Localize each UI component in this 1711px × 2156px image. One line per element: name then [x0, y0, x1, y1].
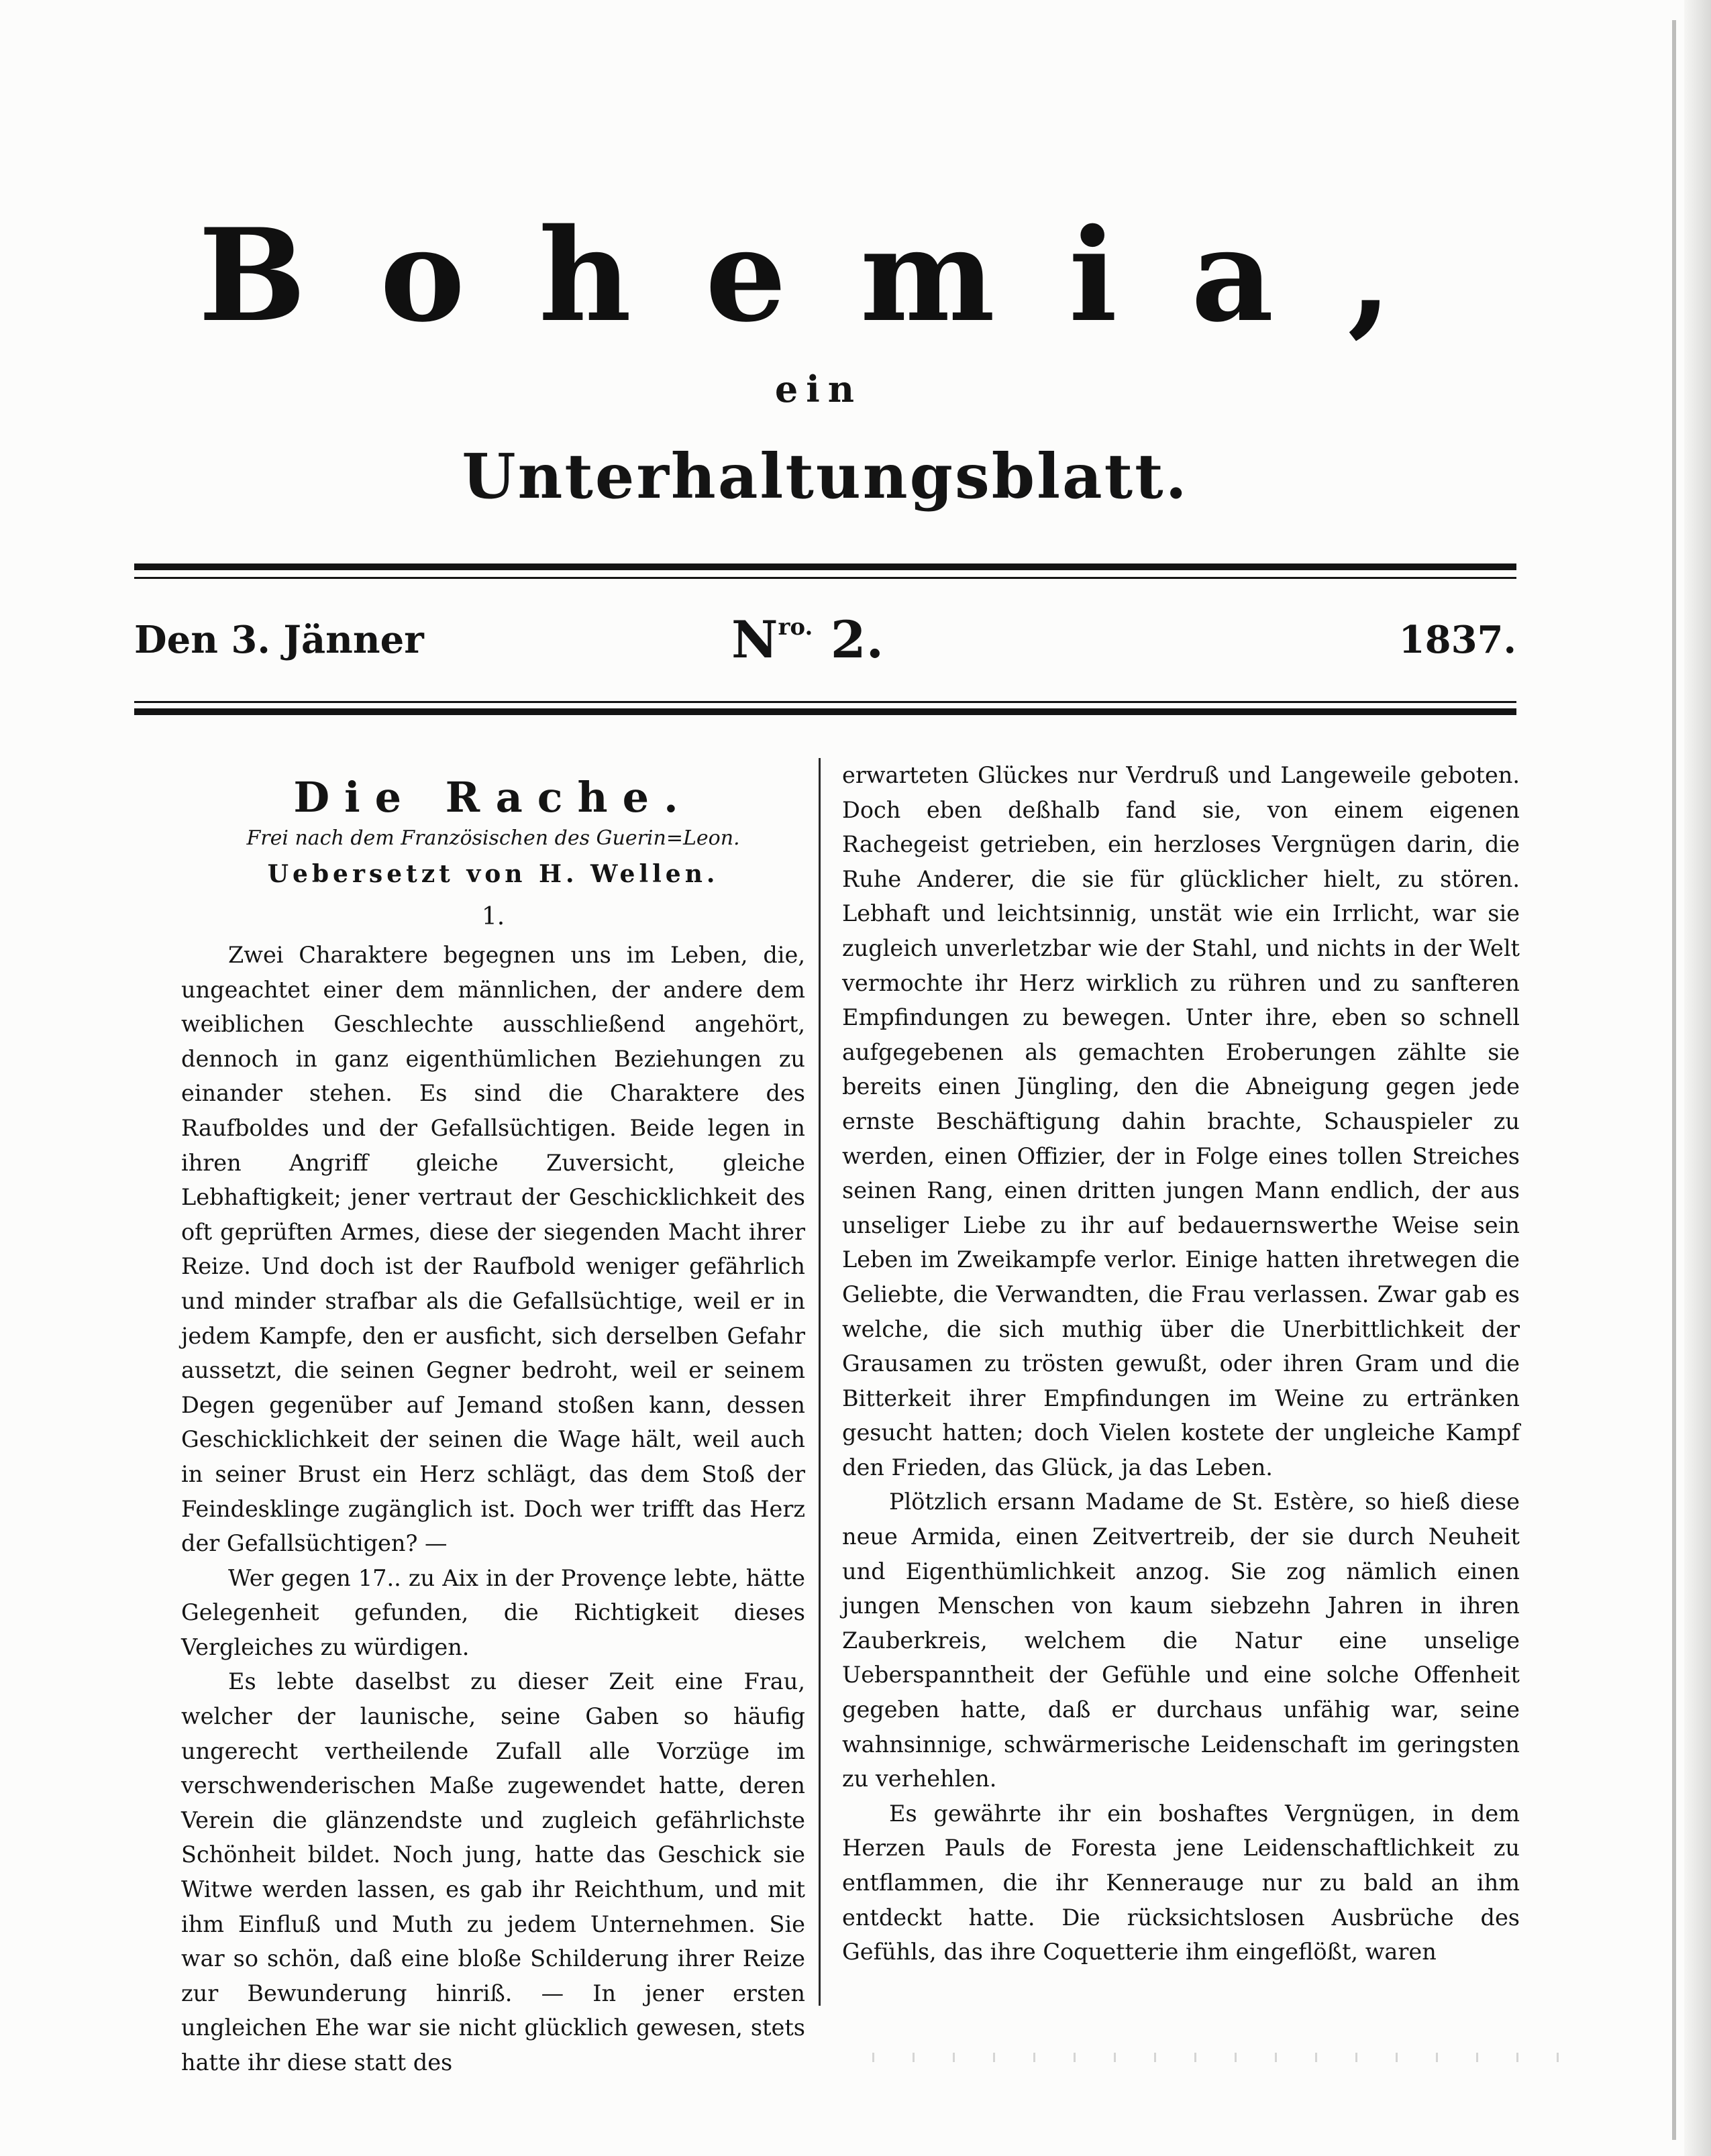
issue-date: Den 3. Jänner — [134, 618, 424, 662]
rule-bottom-thin — [134, 701, 1516, 703]
column-separator — [819, 758, 821, 2006]
paragraph: Wer gegen 17.. zu Aix in der Provençe lebte, hätte Gelegenheit gefunden, die Richtigkeit dieses Vergleiches zu würdigen. — [181, 1564, 805, 1660]
article-title: Die Rache. — [293, 773, 693, 822]
page-edge-line — [1672, 20, 1676, 2140]
rule-top-thick — [134, 563, 1516, 570]
issue-number-value: 2. — [830, 610, 884, 669]
paragraph: Es gewährte ihr ein boshaftes Vergnügen, in dem Herzen Pauls de Foresta jene Leidenschaftlichkeit zu entflammen, die ihr Kennerauge nur zu bald an ihm entdeckt hatte. Die rücksichtslosen Ausbrüche des Gefühls, das ihre Coquetterie ihm eingeflößt, waren — [842, 1800, 1520, 1965]
print-specks — [872, 2053, 1577, 2062]
column-left — [181, 758, 805, 2080]
issue-number — [731, 610, 884, 669]
issue-number-sup: ro. — [778, 614, 813, 641]
article-translator: Uebersetzt von H. Wellen. — [267, 860, 719, 888]
paragraph: Es lebte daselbst zu dieser Zeit eine Frau, welcher der launische, seine Gaben so häufig ungerecht vertheilende Zufall alle Vorzüge im verschwenderischen Maße zugewendet hatte, deren Verein die glänzendste und zugleich gefährlichste Schönheit bildet. Noch jung, hatte das Geschick sie Witwe werden lassen, es gab ihr Reichthum, und mit ihm Einfluß und Muth zu jedem Unternehmen. Sie war so schön, daß eine bloße Schilderung ihrer Reize zur Bewunderung hinriß. — In jener ersten ungleichen Ehe war sie nicht glücklich gewesen, stets hatte ihr diese statt des — [181, 1668, 805, 2076]
dateline — [134, 607, 1516, 674]
masthead-title: Bohemia, — [198, 200, 1466, 350]
page-edge-shadow — [1684, 0, 1711, 2156]
paragraph: Plötzlich ersann Madame de St. Estère, so hieß diese neue Armida, einen Zeitvertreib, der sie durch Neuheit und Eigenthümlichkeit anzog. Sie zog nämlich einen jungen Menschen von kaum siebzehn Jahren in ihren Zauberkreis, welchem die Natur eine unselige Ueberspanntheit der Gefühle und eine solche Offenheit gegeben hatte, daß er durchaus unfähig war, seine wahnsinnige, schwärmerische Leidenschaft im geringsten zu verhehlen. — [842, 1489, 1520, 1792]
masthead-subtitle: Unterhaltungsblatt. — [462, 440, 1189, 513]
paragraph: erwarteten Glückes nur Verdruß und Langeweile geboten. Doch eben deßhalb fand sie, von einem eigenen Rachegeist getrieben, ein herzloses Vergnügen darin, die Ruhe Anderer, die sie für glücklicher hielt, zu stören. Lebhaft und leichtsinnig, unstät wie ein Irrlicht, war sie zugleich unverletzbar wie der Stahl, und nichts in der Welt vermochte ihr Herz wirklich zu rühren und zu sanfteren Empfindungen zu bewegen. Unter ihre, eben so schnell aufgegebenen als gemachten Eroberungen zählte sie bereits einen Jüngling, den die Abneigung gegen jede ernste Beschäftigung dahin brachte, Schauspieler zu werden, einen Offizier, der in Folge eines tollen Streiches seinen Rang, einen dritten jungen Mann endlich, der aus unseliger Liebe zu ihr auf bedauernswerthe Weise sein Leben im Zweikampfe verlor. Einige hatten ihretwegen die Geliebte, die Verwandten, die Frau verlassen. Zwar gab es welche, die sich muthig über die Unerbittlichkeit der Grausamen zu trösten gewußt, oder ihren Gram und die Bitterkeit ihrer Empfindungen im Weine zu ertränken gesucht hatten; doch Vielen kostete der ungleiche Kampf den Frieden, das Glück, ja das Leben. — [842, 762, 1520, 1480]
issue-number-prefix: N — [731, 610, 778, 669]
column-right — [842, 758, 1520, 1970]
section-number: 1. — [481, 903, 505, 930]
issue-year: 1837. — [1398, 618, 1516, 662]
article-subtitle: Frei nach dem Französischen des Guerin=Leon. — [246, 826, 740, 850]
masthead-ein: ein — [774, 368, 863, 411]
rule-top-thin — [134, 577, 1516, 579]
rule-bottom-thick — [134, 708, 1516, 715]
paragraph: Zwei Charaktere begegnen uns im Leben, die, ungeachtet einer dem männlichen, der andere dem weiblichen Geschlechte ausschließend angehört, dennoch in ganz eigenthümlichen Beziehungen zu einander stehen. Es sind die Charaktere des Raufboldes und der Gefallsüchtigen. Beide legen in ihren Angriff gleiche Zuversicht, gleiche Lebhaftigkeit; jener vertraut der Geschicklichkeit des oft geprüften Armes, diese der siegenden Macht ihrer Reize. Und doch ist der Raufbold weniger gefährlich und minder strafbar als die Gefallsüchtige, weil er in jedem Kampfe, den er ausficht, sich derselben Gefahr aussetzt, die seinen Gegner bedroht, weil er seinem Degen gegenüber auf Jemand stoßen kann, dessen Geschicklichkeit der seinen die Wage hält, weil auch in seiner Brust ein Herz schlägt, das dem Stoß der Feindesklinge zugänglich ist. Doch wer trifft das Herz der Gefallsüchtigen? — — [181, 942, 805, 1557]
